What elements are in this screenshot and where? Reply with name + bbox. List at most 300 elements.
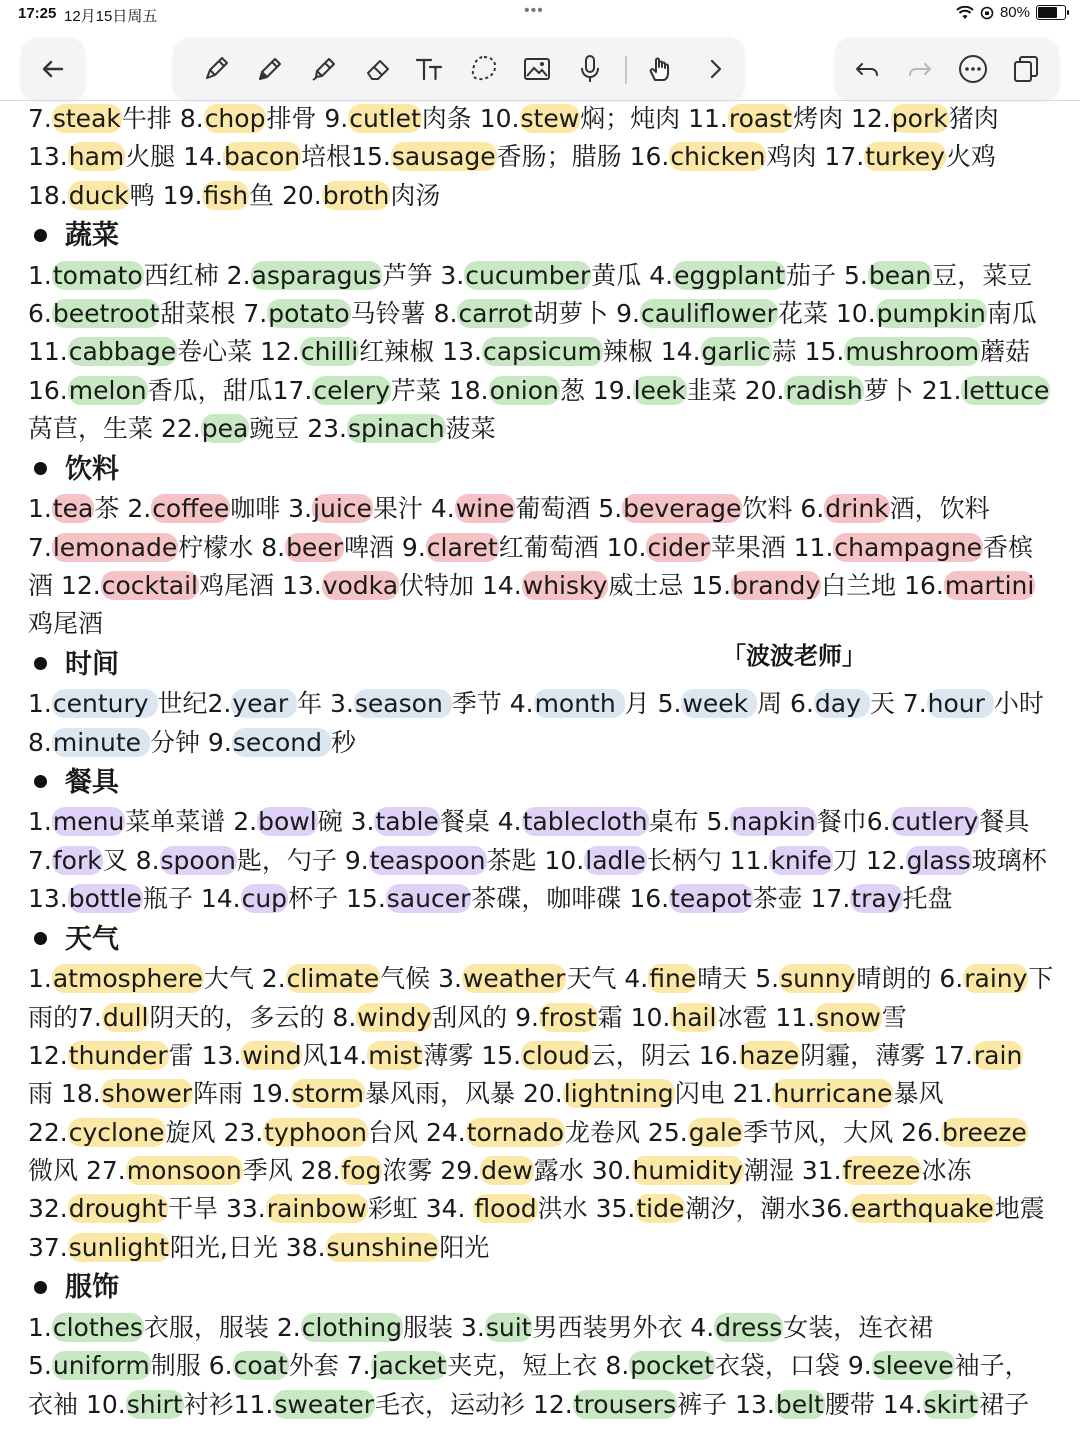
- section-heading: [28, 762, 1068, 804]
- highlighted-word: week: [682, 689, 757, 719]
- status-right: [956, 4, 1066, 21]
- note-text: 芹菜 18.: [390, 375, 489, 405]
- bullet-icon: [34, 932, 47, 945]
- note-line: [28, 100, 1068, 138]
- note-text: 13.: [28, 142, 68, 172]
- note-text: 地震: [994, 1194, 1045, 1224]
- note-text: 腰带 14.: [824, 1389, 923, 1419]
- highlighted-word: coat: [233, 1351, 288, 1381]
- note-text: 餐桌 4.: [439, 807, 522, 837]
- highlighted-word: tablecloth: [522, 807, 648, 837]
- highlighted-word: asparagus: [251, 260, 382, 290]
- note-line: [28, 177, 1068, 215]
- bullet-icon: [34, 229, 47, 242]
- highlighted-word: climate: [286, 964, 380, 994]
- highlighted-word: sweater: [274, 1389, 375, 1419]
- note-text: 16.: [28, 375, 68, 405]
- highlighted-word: spoon: [160, 845, 236, 875]
- highlighted-word: pumpkin: [876, 299, 986, 329]
- note-text: 浓雾 29.: [382, 1156, 481, 1186]
- hand-pointer-icon[interactable]: [640, 49, 680, 89]
- note-text: 裤子 13.: [677, 1389, 775, 1419]
- note-text: 酒 12.: [28, 570, 101, 600]
- note-text: 芦笋 3.: [382, 260, 465, 290]
- highlighted-word: tea: [52, 494, 94, 524]
- note-text: 长柄勺 11.: [646, 845, 770, 875]
- highlighted-word: tornado: [466, 1117, 564, 1147]
- note-text: 毛衣，运动衫 12.: [375, 1389, 573, 1419]
- pen-icon[interactable]: [196, 49, 236, 89]
- note-text: 洪水 35.: [537, 1194, 636, 1224]
- highlighted-word: martini: [944, 570, 1035, 600]
- highlighted-word: monsoon: [126, 1156, 242, 1186]
- note-line: [28, 803, 1068, 841]
- highlighted-word: cabbage: [68, 337, 177, 367]
- note-text: 红葡萄酒 10.: [498, 532, 647, 562]
- note-text: 季节风，大风 26.: [743, 1117, 941, 1147]
- lasso-icon[interactable]: [464, 49, 504, 89]
- pencil-icon[interactable]: [250, 49, 290, 89]
- highlighted-word: beverage: [623, 494, 742, 524]
- highlighted-word: cutlet: [349, 104, 421, 133]
- note-text: 18.: [28, 180, 68, 210]
- note-text: 1.: [28, 1312, 52, 1342]
- note-text: 餐巾6.: [816, 807, 891, 837]
- note-text: 暴风雨，风暴 20.: [365, 1079, 563, 1109]
- note-text: 潮汐，潮水36.: [685, 1194, 851, 1224]
- note-text: 裙子: [979, 1389, 1030, 1419]
- note-text: 花菜 10.: [777, 299, 876, 329]
- highlighted-word: rainbow: [266, 1194, 367, 1224]
- action-toolbar: [836, 38, 1058, 100]
- note-line: [28, 1386, 1068, 1424]
- note-text: 茶匙 10.: [486, 845, 585, 875]
- highlighted-word: belt: [775, 1389, 824, 1419]
- highlighted-word: century: [52, 689, 157, 719]
- undo-icon[interactable]: [847, 49, 887, 89]
- highlighted-word: cocktail: [101, 570, 198, 600]
- note-text: 茶碟，咖啡碟 16.: [471, 884, 670, 914]
- note-text: 阳光,日光 38.: [169, 1232, 326, 1262]
- note-text: 秒: [330, 727, 356, 757]
- note-text: 1.: [28, 689, 52, 719]
- section-heading-text: 服饰: [65, 1272, 119, 1304]
- highlighted-word: humidity: [632, 1156, 743, 1186]
- note-line: [28, 1309, 1068, 1347]
- note-text: 蒜 15.: [771, 337, 845, 367]
- note-line: [28, 1190, 1068, 1228]
- highlighted-word: teapot: [670, 884, 752, 914]
- note-text: 衣袋，口袋 9.: [714, 1351, 872, 1381]
- note-line: [28, 1114, 1068, 1152]
- highlighted-word: jacket: [371, 1351, 447, 1381]
- section-heading-text: 蔬菜: [65, 220, 119, 252]
- highlighted-word: coffee: [152, 494, 230, 524]
- note-text: 冰雹 11.: [717, 1002, 816, 1032]
- note-text: 玻璃杯: [971, 845, 1047, 875]
- note-text: 苹果酒 11.: [710, 532, 834, 562]
- note-text: 晴朗的 6.: [856, 964, 964, 994]
- highlighted-word: menu: [52, 807, 125, 837]
- note-text: 1.: [28, 964, 52, 994]
- highlighted-word: ham: [68, 142, 125, 172]
- highlighted-word: sunny: [780, 964, 856, 994]
- note-text: 季节 4.: [451, 689, 534, 719]
- note-text: 8.: [28, 727, 52, 757]
- highlighted-word: thunder: [68, 1040, 168, 1070]
- note-text: 袖子，: [954, 1351, 1030, 1381]
- text-tool-icon[interactable]: [410, 49, 450, 89]
- note-text: 马铃薯 8.: [350, 299, 458, 329]
- highlighted-word: capsicum: [482, 337, 602, 367]
- note-text: 天 7.: [869, 689, 927, 719]
- note-text: 啤酒 9.: [343, 532, 426, 562]
- highlighted-word: chilli: [300, 337, 359, 367]
- highlighted-word: suit: [485, 1312, 532, 1342]
- note-text: 22.: [28, 1117, 68, 1147]
- note-text: 桌布 5.: [648, 807, 731, 837]
- note-text: 叉 8.: [102, 845, 160, 875]
- more-icon[interactable]: [953, 49, 993, 89]
- highlighter-icon[interactable]: [304, 49, 344, 89]
- note-text: 蘑菇: [980, 337, 1031, 367]
- chevron-right-icon[interactable]: [696, 49, 736, 89]
- note-page[interactable]: [28, 100, 1068, 1424]
- section-heading: [28, 1267, 1068, 1309]
- highlighted-word: haze: [739, 1040, 800, 1070]
- note-text: 女装，连衣裙: [783, 1312, 934, 1342]
- highlighted-word: snow: [816, 1002, 881, 1032]
- note-text: 5.: [28, 1351, 52, 1381]
- note-line: [28, 1347, 1068, 1385]
- note-line: [28, 1152, 1068, 1190]
- highlighted-word: sunlight: [68, 1232, 169, 1262]
- highlighted-word: frost: [540, 1002, 597, 1032]
- note-line: [28, 685, 1068, 723]
- highlighted-word: vodka: [322, 570, 399, 600]
- note-text: 阵雨 19.: [193, 1079, 291, 1109]
- note-text: 刀 12.: [832, 845, 906, 875]
- highlighted-word: breeze: [941, 1117, 1027, 1147]
- highlighted-word: ladle: [585, 845, 646, 875]
- highlighted-word: spinach: [348, 414, 445, 444]
- section-heading: [28, 449, 1068, 491]
- note-text: 台风 24.: [368, 1117, 466, 1147]
- note-line: [28, 567, 1068, 605]
- status-date: 12月15日周五: [64, 8, 158, 25]
- note-text: 大气 2.: [203, 964, 286, 994]
- note-text: 胡萝卜 9.: [533, 299, 640, 329]
- note-text: 37.: [28, 1232, 68, 1262]
- highlighted-word: gale: [688, 1117, 743, 1147]
- back-button-container: [22, 38, 84, 100]
- note-text: 菜单菜谱 2.: [125, 807, 258, 837]
- highlighted-word: melon: [68, 375, 147, 405]
- note-line: [28, 333, 1068, 371]
- note-text: 餐具: [979, 807, 1030, 837]
- highlighted-word: lettuce: [962, 375, 1050, 405]
- highlighted-word: steak: [52, 104, 121, 133]
- section-heading: [28, 215, 1068, 257]
- note-text: 卷心菜 12.: [177, 337, 300, 367]
- note-text: 鸭 19.: [129, 180, 203, 210]
- note-text: 黄瓜 4.: [591, 260, 674, 290]
- note-text: 晴天 5.: [697, 964, 780, 994]
- note-text: 豆，菜豆: [932, 260, 1033, 290]
- note-text: 世纪2.: [157, 689, 232, 719]
- redo-icon[interactable]: [900, 49, 940, 89]
- note-text: 茄子 5.: [786, 260, 868, 290]
- note-text: 牛排 8.: [121, 104, 204, 133]
- eraser-icon[interactable]: [358, 49, 398, 89]
- note-text: 7.: [28, 532, 52, 562]
- highlighted-word: shower: [101, 1079, 192, 1109]
- highlighted-word: drink: [825, 494, 889, 524]
- arrow-left-icon[interactable]: [33, 49, 73, 89]
- highlighted-word: roast: [728, 104, 793, 133]
- highlighted-word: glass: [906, 845, 971, 875]
- highlighted-word: duck: [68, 180, 129, 210]
- highlighted-word: cider: [647, 532, 710, 562]
- note-text: 衣服，服装 2.: [143, 1312, 301, 1342]
- note-text: 鸡肉 17.: [766, 142, 865, 172]
- note-text: 周 6.: [757, 689, 814, 719]
- note-text: 柠檬水 8.: [178, 532, 286, 562]
- highlighted-word: stew: [520, 104, 580, 133]
- highlighted-word: sleeve: [872, 1351, 954, 1381]
- note-text: 匙，勺子 9.: [236, 845, 369, 875]
- note-text: 培根15.: [301, 142, 391, 172]
- note-text: 1.: [28, 260, 52, 290]
- highlighted-word: storm: [291, 1079, 365, 1109]
- highlighted-word: leek: [633, 375, 686, 405]
- highlighted-word: tomato: [52, 260, 143, 290]
- note-text: 露水 30.: [533, 1156, 632, 1186]
- bullet-icon: [34, 775, 47, 788]
- highlighted-word: knife: [770, 845, 832, 875]
- note-text: 微风 27.: [28, 1156, 126, 1186]
- highlighted-word: pea: [201, 414, 249, 444]
- highlighted-word: garlic: [701, 337, 771, 367]
- highlighted-word: hour: [927, 689, 993, 719]
- note-text: 猪肉: [948, 104, 999, 133]
- highlighted-word: drought: [68, 1194, 168, 1224]
- note-text: 彩虹 34.: [367, 1194, 474, 1224]
- highlighted-word: earthquake: [851, 1194, 994, 1224]
- note-text: 葱 19.: [559, 375, 633, 405]
- note-text: 酒，饮料: [889, 494, 990, 524]
- image-icon[interactable]: [517, 49, 557, 89]
- highlighted-word: cauliflower: [640, 299, 777, 329]
- highlighted-word: shirt: [126, 1389, 183, 1419]
- note-text: 天气 4.: [566, 964, 649, 994]
- note-text: 香槟: [982, 532, 1033, 562]
- note-text: 阴霾，薄雾 17.: [800, 1040, 973, 1070]
- bullet-icon: [34, 1281, 47, 1294]
- highlighted-word: claret: [426, 532, 498, 562]
- pages-icon[interactable]: [1006, 49, 1046, 89]
- note-text: 冰冻: [921, 1156, 972, 1186]
- highlighted-word: napkin: [731, 807, 816, 837]
- highlighted-word: cyclone: [68, 1117, 165, 1147]
- note-text: 甜菜根 7.: [160, 299, 268, 329]
- highlighted-word: season: [354, 689, 451, 719]
- note-text: 雷 13.: [168, 1040, 242, 1070]
- highlighted-word: beetroot: [52, 299, 160, 329]
- note-text: 干旱 33.: [168, 1194, 266, 1224]
- highlighted-word: bottle: [68, 884, 142, 914]
- highlighted-word: freeze: [842, 1156, 921, 1186]
- note-text: 气候 3.: [380, 964, 462, 994]
- highlighted-word: saucer: [386, 884, 471, 914]
- section-heading: [28, 919, 1068, 961]
- section-heading-text: 餐具: [65, 766, 119, 798]
- highlighted-word: celery: [313, 375, 390, 405]
- note-text: 南瓜: [986, 299, 1037, 329]
- highlighted-word: juice: [313, 494, 372, 524]
- highlighted-word: minute: [52, 727, 149, 757]
- highlighted-word: bowl: [258, 807, 317, 837]
- highlighted-word: fog: [341, 1156, 382, 1186]
- note-text: 分钟 9.: [149, 727, 232, 757]
- note-text: 茶 2.: [94, 494, 152, 524]
- note-text: 阴天的，多云的 8.: [149, 1002, 357, 1032]
- battery-percent: 80%: [999, 4, 1030, 21]
- status-time: 17:25: [18, 5, 57, 22]
- highlighted-word: flood: [474, 1194, 537, 1224]
- note-text: 焖；炖肉 11.: [580, 104, 728, 133]
- note-line: [28, 1229, 1068, 1267]
- drawing-toolbar: [174, 38, 744, 100]
- note-text: 茶壶 17.: [752, 884, 851, 914]
- section-heading-text: 时间: [65, 648, 119, 680]
- highlighted-word: fork: [52, 845, 102, 875]
- note-line: [28, 1075, 1068, 1113]
- note-text: 7.: [28, 104, 52, 133]
- highlighted-word: beer: [286, 532, 343, 562]
- note-text: 龙卷风 25.: [564, 1117, 688, 1147]
- highlighted-word: hail: [671, 1002, 717, 1032]
- highlighted-word: chicken: [670, 142, 766, 172]
- highlighted-word: wine: [455, 494, 515, 524]
- highlighted-word: champagne: [834, 532, 982, 562]
- note-line: [28, 372, 1068, 410]
- highlighted-word: bean: [868, 260, 932, 290]
- watermark-text: 「波波老师」: [722, 642, 866, 670]
- note-text: 香肠；腊肠 16.: [496, 142, 670, 172]
- note-line: [28, 257, 1068, 295]
- note-text: 鸡尾酒: [28, 609, 104, 639]
- highlighted-word: cucumber: [465, 260, 591, 290]
- note-text: 菠菜: [445, 414, 496, 444]
- highlighted-word: broth: [322, 180, 390, 210]
- highlighted-word: pocket: [630, 1351, 714, 1381]
- note-line: [28, 138, 1068, 176]
- highlighted-word: dew: [481, 1156, 533, 1186]
- highlighted-word: table: [375, 807, 439, 837]
- highlighted-word: whisky: [522, 570, 608, 600]
- note-line: [28, 842, 1068, 880]
- note-text: 西红柿 2.: [143, 260, 251, 290]
- toolbar-divider: [625, 56, 627, 84]
- note-line: [28, 529, 1068, 567]
- note-text: 服装 3.: [403, 1312, 485, 1342]
- note-text: 雨的7.: [28, 1002, 102, 1032]
- bullet-icon: [34, 462, 47, 475]
- highlighted-word: trousers: [573, 1389, 677, 1419]
- highlighted-word: wind: [242, 1040, 302, 1070]
- note-text: 暴风: [893, 1079, 944, 1109]
- note-text: 季风 28.: [242, 1156, 341, 1186]
- note-text: 雪: [881, 1002, 907, 1032]
- highlighted-word: onion: [489, 375, 559, 405]
- note-text: 1.: [28, 807, 52, 837]
- note-text: 小时: [993, 689, 1044, 719]
- highlighted-word: day: [814, 689, 869, 719]
- note-text: 云，阴云 16.: [590, 1040, 739, 1070]
- highlighted-word: year: [232, 689, 297, 719]
- multitasking-dots-icon[interactable]: •••: [524, 2, 544, 19]
- highlighted-word: radish: [785, 375, 863, 405]
- note-text: 6.: [28, 299, 52, 329]
- highlighted-word: skirt: [923, 1389, 979, 1419]
- highlighted-word: turkey: [865, 142, 945, 172]
- highlighted-word: dull: [102, 1002, 149, 1032]
- note-text: 伏特加 14.: [399, 570, 522, 600]
- note-line: [28, 605, 1068, 643]
- highlighted-word: potato: [268, 299, 350, 329]
- note-text: 夹克，短上衣 8.: [447, 1351, 630, 1381]
- note-text: 烤肉 12.: [793, 104, 891, 133]
- note-text: 杯子 15.: [288, 884, 386, 914]
- highlighted-word: clothing: [301, 1312, 403, 1342]
- highlighted-word: chop: [204, 104, 266, 133]
- note-text: 火鸡: [945, 142, 996, 172]
- note-line: [28, 295, 1068, 333]
- highlighted-word: weather: [462, 964, 566, 994]
- highlighted-word: teaspoon: [369, 845, 486, 875]
- note-text: 红辣椒 13.: [359, 337, 482, 367]
- highlighted-word: brandy: [732, 570, 821, 600]
- note-text: 辣椒 14.: [602, 337, 701, 367]
- highlighted-word: second: [232, 727, 330, 757]
- note-text: 萝卜 21.: [863, 375, 962, 405]
- highlighted-word: hurricane: [773, 1079, 893, 1109]
- note-text: 果汁 4.: [372, 494, 455, 524]
- note-text: 旋风 23.: [165, 1117, 264, 1147]
- note-text: 制服 6.: [150, 1351, 233, 1381]
- note-text: 莴苣，生菜 22.: [28, 414, 201, 444]
- note-text: 饮料 6.: [742, 494, 825, 524]
- note-text: 碗 3.: [317, 807, 375, 837]
- wifi-icon: [956, 6, 974, 20]
- note-text: 男西装男外衣 4.: [532, 1312, 715, 1342]
- highlighted-word: uniform: [52, 1351, 150, 1381]
- section-heading: [28, 644, 1068, 686]
- highlighted-word: fish: [203, 180, 249, 210]
- note-text: 下: [1028, 964, 1054, 994]
- note-text: 32.: [28, 1194, 68, 1224]
- highlighted-word: mist: [368, 1040, 423, 1070]
- note-text: 阳光: [439, 1232, 490, 1262]
- note-text: 霜 10.: [597, 1002, 671, 1032]
- section-heading-text: 饮料: [65, 453, 119, 485]
- status-bar: [0, 0, 1080, 28]
- microphone-icon[interactable]: [570, 49, 610, 89]
- highlighted-word: carrot: [458, 299, 533, 329]
- highlighted-word: lightning: [563, 1079, 674, 1109]
- highlighted-word: clothes: [52, 1312, 143, 1342]
